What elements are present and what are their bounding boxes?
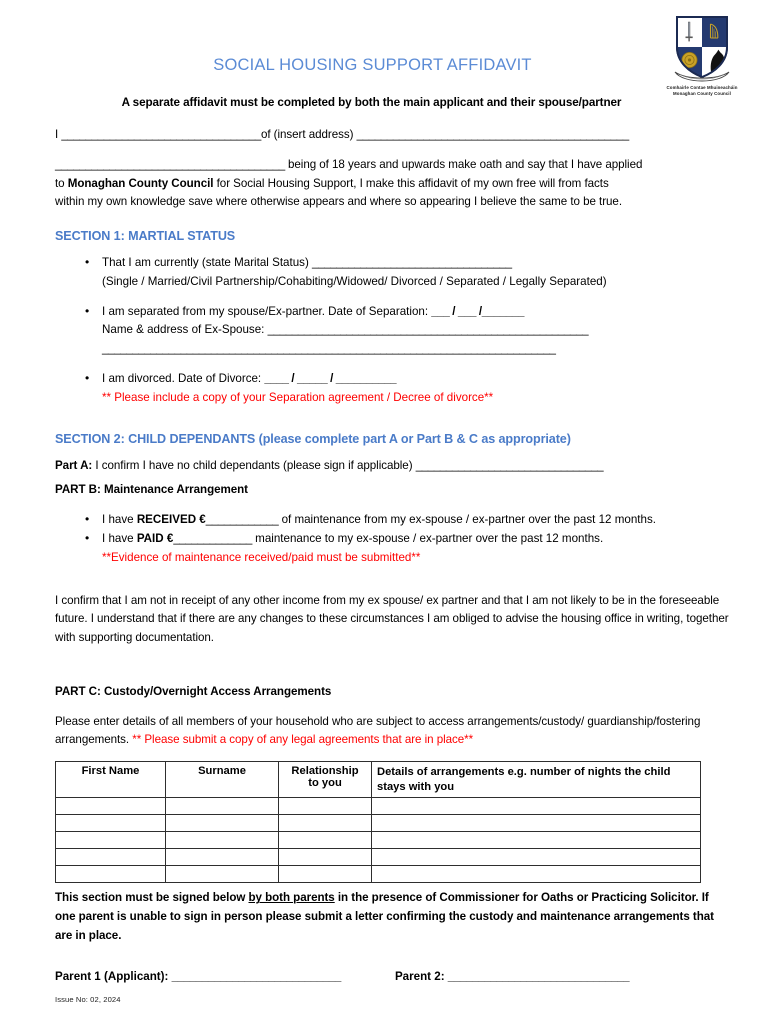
marital-status-blank[interactable]: _________________________________: [312, 256, 512, 270]
received-prefix: I have: [102, 513, 137, 527]
page-title: SOCIAL HOUSING SUPPORT AFFIDAVIT: [213, 56, 532, 74]
separation-bullets: [55, 303, 730, 359]
parent-2-label: Parent 2:: [394, 969, 448, 983]
part-b-heading: PART B: Maintenance Arrangement: [55, 483, 248, 497]
separation-label: I am separated from my spouse/Ex-partner. Date of Separation:: [102, 304, 432, 318]
cell-details[interactable]: [372, 815, 701, 832]
cell-first-name[interactable]: [56, 849, 166, 866]
signing-instructions: [55, 889, 730, 945]
marital-status-bullet: [55, 254, 730, 273]
monaghan-county-council-crest-icon: [671, 14, 733, 84]
intro-line-2: [55, 156, 730, 175]
cell-surname[interactable]: [166, 798, 279, 815]
cell-relationship[interactable]: [279, 832, 372, 849]
paid-label: PAID €: [136, 531, 174, 545]
part-a-text: I confirm I have no child dependants (please sign if applicable): [92, 458, 416, 472]
intro-support-text: for Social Housing Support, I make this affidavit of my own free will from facts: [213, 176, 609, 190]
intro-to-label: to: [55, 176, 68, 190]
table-row[interactable]: [56, 832, 701, 849]
column-relationship-line-2: to you: [308, 777, 342, 790]
part-c-intro-text: Please enter details of all members of your household who are subject to access arrangements/custody/ guardianship/fostering arrangements.: [55, 714, 701, 747]
intro-i-label: I: [55, 128, 62, 141]
parent-1-label: Parent 1 (Applicant):: [55, 969, 172, 983]
intro-line-3: [55, 175, 730, 194]
maintenance-evidence-note: **Evidence of maintenance received/paid must be submitted**: [102, 550, 421, 564]
signing-instructions-b: in the presence of Commissioner for Oaths or Practicing Solicitor. If one parent is unable to sign in person please submit a letter confirming the custody and maintenance arrangements that are in place.: [55, 891, 714, 942]
column-surname: Surname: [166, 762, 279, 798]
section-1-bullets: [55, 254, 730, 292]
marital-status-label: That I am currently (state Marital Status): [102, 256, 313, 270]
council-name: Monaghan County Council: [67, 176, 214, 190]
parent-2-signature-blank[interactable]: ______________________________: [447, 969, 630, 983]
table-row[interactable]: [56, 866, 701, 883]
applicant-name-blank[interactable]: _________________________________: [61, 128, 261, 141]
marital-status-options: (Single / Married/Civil Partnership/Cohabiting/Widowed/ Divorced / Separated / Legally Separated): [102, 274, 607, 288]
divorce-date-blank[interactable]: ____ / _____ / __________: [264, 372, 397, 386]
intro-line-4: within my own knowledge save where otherwise appears and where so appearing I believe the same to be true.: [55, 195, 622, 209]
received-label: RECEIVED €: [136, 513, 206, 527]
table-row[interactable]: [56, 849, 701, 866]
part-a-row: [55, 457, 730, 476]
cell-details[interactable]: [372, 866, 701, 883]
intro-address-label: of (insert address): [260, 128, 357, 141]
column-details: Details of arrangements e.g. number of nights the child stays with you: [372, 762, 701, 798]
parent-1-signature-blank[interactable]: ____________________________: [171, 969, 341, 983]
received-amount-blank[interactable]: ____________: [205, 513, 279, 527]
divorce-bullets: [55, 370, 730, 408]
table-row[interactable]: [56, 798, 701, 815]
received-suffix: of maintenance from my ex-spouse / ex-partner over the past 12 months.: [278, 513, 656, 527]
intro-line-1: [55, 126, 730, 145]
column-relationship-line-1: Relationship: [291, 765, 359, 778]
cell-details[interactable]: [372, 849, 701, 866]
maintenance-received-bullet: [55, 511, 730, 530]
cell-details[interactable]: [372, 832, 701, 849]
cell-relationship[interactable]: [279, 849, 372, 866]
part-c-heading: PART C: Custody/Overnight Access Arrangements: [55, 684, 332, 698]
paid-suffix: maintenance to my ex-spouse / ex-partner over the past 12 months.: [251, 531, 604, 545]
page-subtitle: A separate affidavit must be completed by both the main applicant and their spouse/partner: [121, 96, 622, 109]
part-a-signature-blank[interactable]: _______________________________: [415, 458, 604, 472]
cell-first-name[interactable]: [56, 866, 166, 883]
separation-date-blank[interactable]: ___ / ___ /_______: [431, 304, 525, 318]
cell-first-name[interactable]: [56, 815, 166, 832]
paid-prefix: I have: [102, 531, 137, 545]
cell-surname[interactable]: [166, 815, 279, 832]
issue-number: Issue No: 02, 2024: [55, 995, 121, 1004]
divorce-label: I am divorced. Date of Divorce:: [102, 372, 265, 386]
cell-relationship[interactable]: [279, 798, 372, 815]
cell-surname[interactable]: [166, 866, 279, 883]
separation-bullet: [55, 303, 730, 322]
signing-both-parents-emphasis: by both parents: [248, 891, 335, 905]
divorce-note: ** Please include a copy of your Separation agreement / Decree of divorce**: [102, 390, 494, 404]
cell-relationship[interactable]: [279, 815, 372, 832]
paid-amount-blank[interactable]: _____________: [173, 531, 252, 545]
section-2-heading: SECTION 2: CHILD DEPENDANTS (please complete part A or Part B & C as appropriate): [55, 431, 571, 446]
intro-oath-text: being of 18 years and upwards make oath and say that I have applied: [284, 157, 643, 171]
table-body: [56, 798, 701, 883]
cell-first-name[interactable]: [56, 798, 166, 815]
cell-surname[interactable]: [166, 849, 279, 866]
applicant-address-blank-2[interactable]: ______________________________________: [55, 157, 285, 171]
parent-2-signature[interactable]: [395, 970, 629, 983]
household-access-table: [55, 761, 701, 883]
crest-caption: Comhairle Contae Mhuineacháin Monaghan County Council: [666, 85, 738, 97]
column-relationship: [279, 762, 372, 798]
part-b-bullets: [55, 511, 730, 567]
section-1-heading: SECTION 1: MARTIAL STATUS: [55, 229, 236, 244]
ex-spouse-blank-1[interactable]: _____________________________________________________: [267, 323, 589, 337]
maintenance-paid-bullet: [55, 530, 730, 549]
income-confirmation-paragraph: I confirm that I am not in receipt of any other income from my ex spouse/ ex partner and that I am not likely to be in the foreseeable future. I understand that if there are any changes to these circumstances I am obliged to advise the housing office in writing, together with supporting documentation.: [55, 593, 729, 645]
applicant-address-blank[interactable]: _____________________________________________: [356, 128, 629, 141]
ex-spouse-address-row-2: [55, 340, 730, 359]
part-c-intro-note: ** Please submit a copy of any legal agreements that are in place**: [132, 733, 474, 747]
column-first-name: First Name: [56, 762, 166, 798]
divorce-bullet: [55, 370, 730, 389]
cell-details[interactable]: [372, 798, 701, 815]
cell-first-name[interactable]: [56, 832, 166, 849]
ex-spouse-address-row: [55, 321, 730, 340]
signature-row: [55, 970, 730, 983]
table-row[interactable]: [56, 815, 701, 832]
signing-instructions-a: This section must be signed below: [55, 891, 249, 905]
council-crest: [656, 14, 748, 98]
part-a-label: Part A:: [55, 458, 93, 472]
cell-surname[interactable]: [166, 832, 279, 849]
part-c-intro: [55, 713, 730, 751]
table-header-row: [56, 762, 701, 798]
cell-relationship[interactable]: [279, 866, 372, 883]
parent-1-signature[interactable]: [55, 970, 341, 983]
ex-spouse-blank-2[interactable]: ___________________________________________________________________________: [102, 342, 556, 356]
ex-spouse-label: Name & address of Ex-Spouse:: [102, 323, 268, 337]
